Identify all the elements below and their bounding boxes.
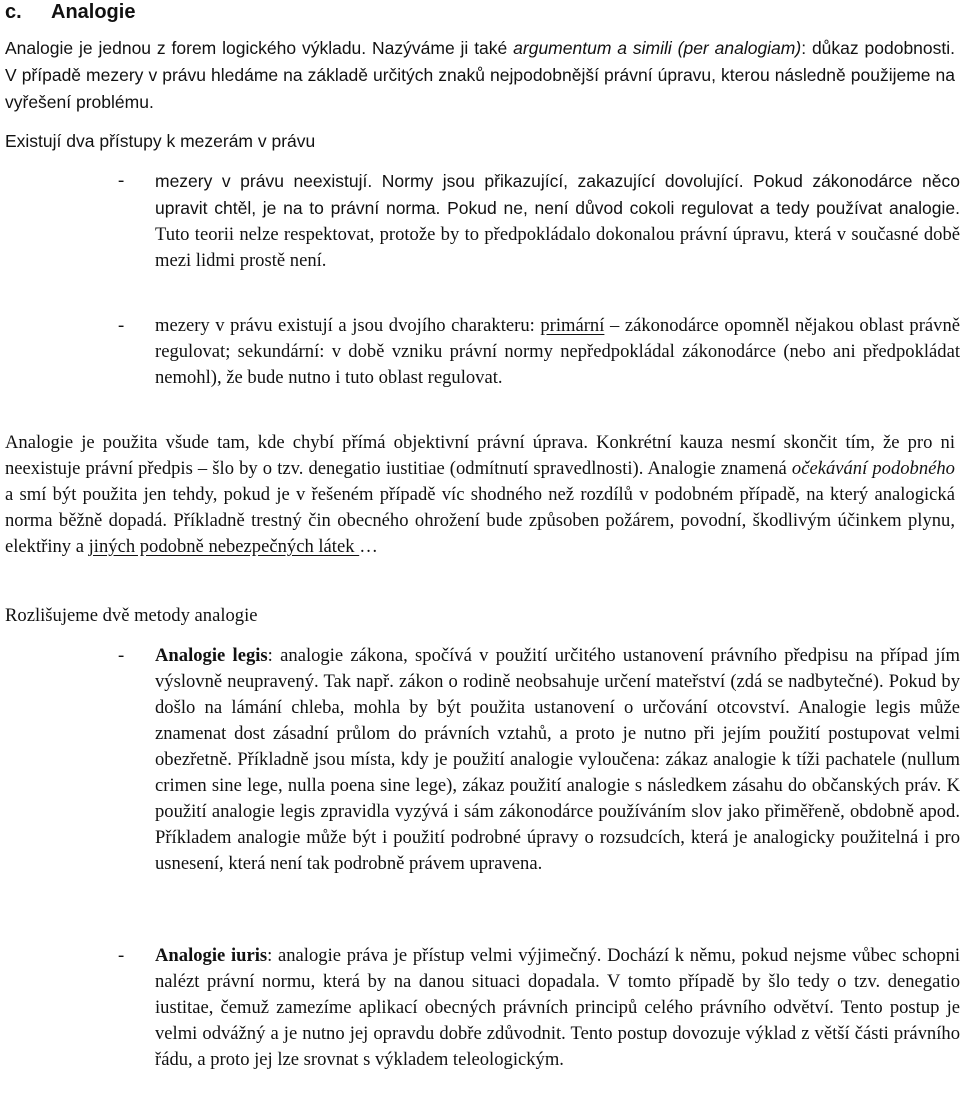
list-dash: -	[118, 645, 125, 666]
section-heading	[5, 0, 135, 24]
approaches-intro: Existují dva přístupy k mezerám v právu	[5, 131, 316, 151]
list-dash: -	[118, 945, 125, 966]
intro-italic-term: argumentum a simili (per analogiam)	[513, 38, 802, 58]
method-term: Analogie legis	[155, 645, 268, 666]
methods-intro: Rozlišujeme dvě metody analogie	[5, 605, 258, 626]
approach-text-1: mezery v právu neexistují. Normy jsou přikazující, zakazující dovolující. Pokud zákonodárce něco upravit chtěl, je na to právní norma. Pokud ne, není důvod cokoli regulovat a tedy používat analogie. Tuto teorii nelze respektovat, protože by to předpokládalo dokonalou právní úpravu, která v současné době mezi lidmi prostě není.	[155, 171, 960, 271]
intro-paragraph: Analogie je jednou z forem logického výkladu. Nazýváme ji také argumentum a simili (per analogiam): důkaz podobnosti. V případě mezery v právu hledáme na základě určitých znaků nejpodobnější právní úpravu, kterou následně použijeme na vyřešení problému.	[5, 38, 955, 112]
approach-text-2: mezery v právu existují a jsou dvojího charakteru: primární – zákonodárce opomněl nějakou oblast právně regulovat; sekundární: v době vzniku právní normy nepředpokládal zákonodárce (nebo ani předpokládat nemohl), že bude nutno i tuto oblast regulovat.	[155, 315, 960, 388]
underlined-phrase: jiných podobně nebezpečných látek	[88, 536, 360, 557]
method-term: Analogie iuris	[155, 945, 268, 966]
section-number: c.	[5, 1, 22, 23]
list-dash: -	[118, 315, 125, 336]
usage-paragraph: Analogie je použita všude tam, kde chybí přímá objektivní právní úprava. Konkrétní kauza nesmí skončit tím, že pro ni neexistuje právní předpis – šlo by o tzv. denegatio iustitiae (odmítnutí spravedlnosti). Analogie znamená očekávání podobného a smí být použita jen tehdy, pokud je v řešeném případě víc shodného než rozdílů v podobném případě, na který analogická norma běžně dopadá. Příkladně trestný čin obecného ohrožení bude způsoben požárem, povodní, škodlivým účinkem plynu, elektřiny a jiných podobně nebezpečných látek …	[5, 432, 955, 557]
underlined-term: primární	[540, 315, 605, 336]
method-text-legis: Analogie legis: analogie zákona, spočívá v použití určitého ustanovení právního předpisu na případ jím výslovně neupravený. Tak např. zákon o rodině neobsahuje určení mateřství (zdá se nadbytečné). Pokud by došlo na lámání chleba, mohla by být použita ustanovení o určování otcovství. Analogie legis může znamenat dost zásadní průlom do právních vztahů, a proto je nutno při jejím použití postupovat velmi obezřetně. Příkladně jsou místa, kdy je použití analogie vyloučena: zákaz analogie k tíži pachatele (nullum crimen sine lege, nulla poena sine lege), zákaz použití analogie s následkem zásahu do občanských práv. K použití analogie legis zpravidla vyzývá i sám zákonodárce používáním slov jako přiměřeně, obdobně apod. Příkladem analogie může být i použití podrobné úpravy o rozsudcích, která je analogicky použitelná i pro usnesení, která není tak podrobně právem upravena.	[155, 645, 960, 874]
italic-term: očekávání podobného	[791, 458, 955, 479]
section-title: Analogie	[51, 1, 136, 23]
method-text-iuris: Analogie iuris: analogie práva je přístup velmi výjimečný. Dochází k němu, pokud nejsme vůbec schopni nalézt právní normu, která by na danou situaci dopadala. V tomto případě by šlo tedy o tzv. denegatio iustitae, čemuž zamezíme aplikací obecných právních principů celého právního odvětví. Tento postup je velmi odvážný a je nutno jej opravdu dobře zdůvodnit. Tento postup dovozuje výklad z větší části právního řádu, a proto jej lze srovnat s výkladem teleologickým.	[155, 945, 960, 1070]
list-dash: -	[118, 170, 125, 191]
